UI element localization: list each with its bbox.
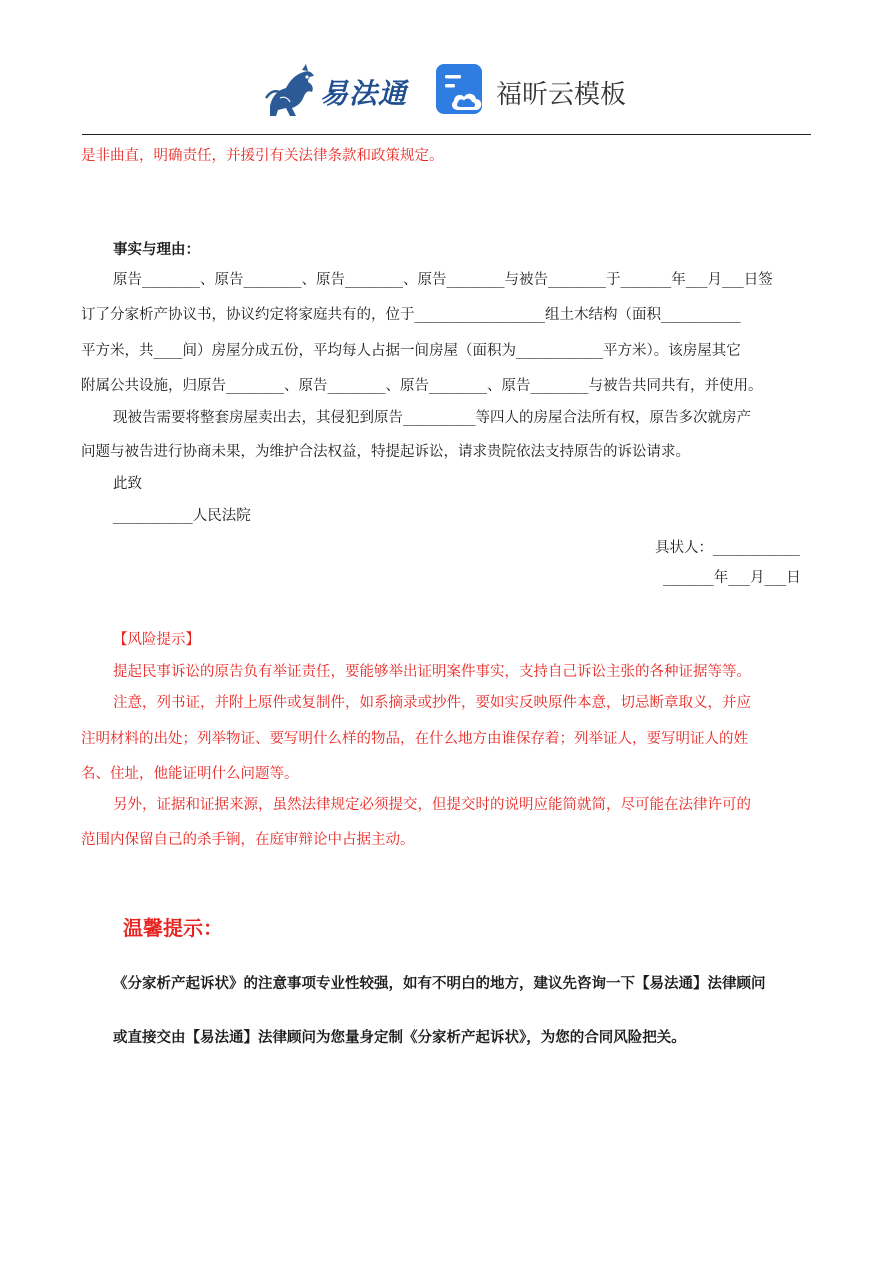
warm-tip-title: 温馨提示： xyxy=(123,916,223,940)
risk-title: 【风险提示】 xyxy=(113,632,200,648)
header-divider xyxy=(82,134,811,135)
cloud-document-icon xyxy=(436,64,488,116)
fuxin-logo xyxy=(436,64,636,118)
facts-line: 原告________、原告________、原告________、原告________与被告________于_______年___月___日签 xyxy=(113,272,773,288)
risk-line: 另外，证据和证据来源，虽然法律规定必须提交，但提交时的说明应能简就简，尽可能在法律许可的 xyxy=(113,797,751,813)
risk-line: 名、住址，他能证明什么问题等。 xyxy=(81,766,299,782)
yifatong-logo xyxy=(262,62,414,118)
facts-line: 平方米，共____间）房屋分成五份，平均每人占据一间房屋（面积为____________平方米）。该房屋其它 xyxy=(81,343,741,359)
warm-tip-line: 《分家析产起诉状》的注意事项专业性较强，如有不明白的地方，建议先咨询一下【易法通】法律顾问 xyxy=(113,975,766,992)
risk-line: 注明材料的出处；列举物证、要写明什么样的物品，在什么地方由谁保存着；列举证人，要写明证人的姓 xyxy=(81,731,748,747)
salutation: 此致 xyxy=(113,476,142,492)
facts-line: 现被告需要将整套房屋卖出去，其侵犯到原告__________等四人的房屋合法所有权，原告多次就房产 xyxy=(113,410,751,426)
risk-line: 注意，列书证，并附上原件或复制件，如系摘录或抄件，要如实反映原件本意，切忌断章取义，并应 xyxy=(113,695,751,711)
signer-line: 具状人：____________ xyxy=(655,540,800,556)
header-logos xyxy=(0,60,893,120)
court-line: ___________人民法院 xyxy=(113,508,251,524)
intro-line: 是非曲直，明确责任，并援引有关法律条款和政策规定。 xyxy=(81,148,444,164)
facts-line: 附属公共设施，归原告________、原告________、原告________、原告________与被告共同共有，并使用。 xyxy=(81,378,763,394)
risk-line: 范围内保留自己的杀手锏，在庭审辩论中占据主动。 xyxy=(81,832,415,848)
facts-line: 问题与被告进行协商未果，为维护合法权益，特提起诉讼，请求贵院依法支持原告的诉讼请求。 xyxy=(81,444,690,460)
fuxin-brand-text: 福昕云模板 xyxy=(496,80,627,110)
risk-line: 提起民事诉讼的原告负有举证责任，要能够举出证明案件事实，支持自己诉讼主张的各种证据等等。 xyxy=(113,664,751,680)
facts-heading: 事实与理由： xyxy=(113,241,200,258)
warm-tip-line: 或直接交由【易法通】法律顾问为您量身定制《分家析产起诉状》，为您的合同风险把关。 xyxy=(113,1029,686,1046)
facts-line: 订了分家析产协议书，协议约定将家庭共有的，位于__________________组土木结构（面积___________ xyxy=(81,307,741,323)
yifatong-brand-text: 易法通 xyxy=(320,77,408,110)
date-line: _______年___月___日 xyxy=(663,570,801,586)
qilin-mascot-icon xyxy=(262,62,320,118)
